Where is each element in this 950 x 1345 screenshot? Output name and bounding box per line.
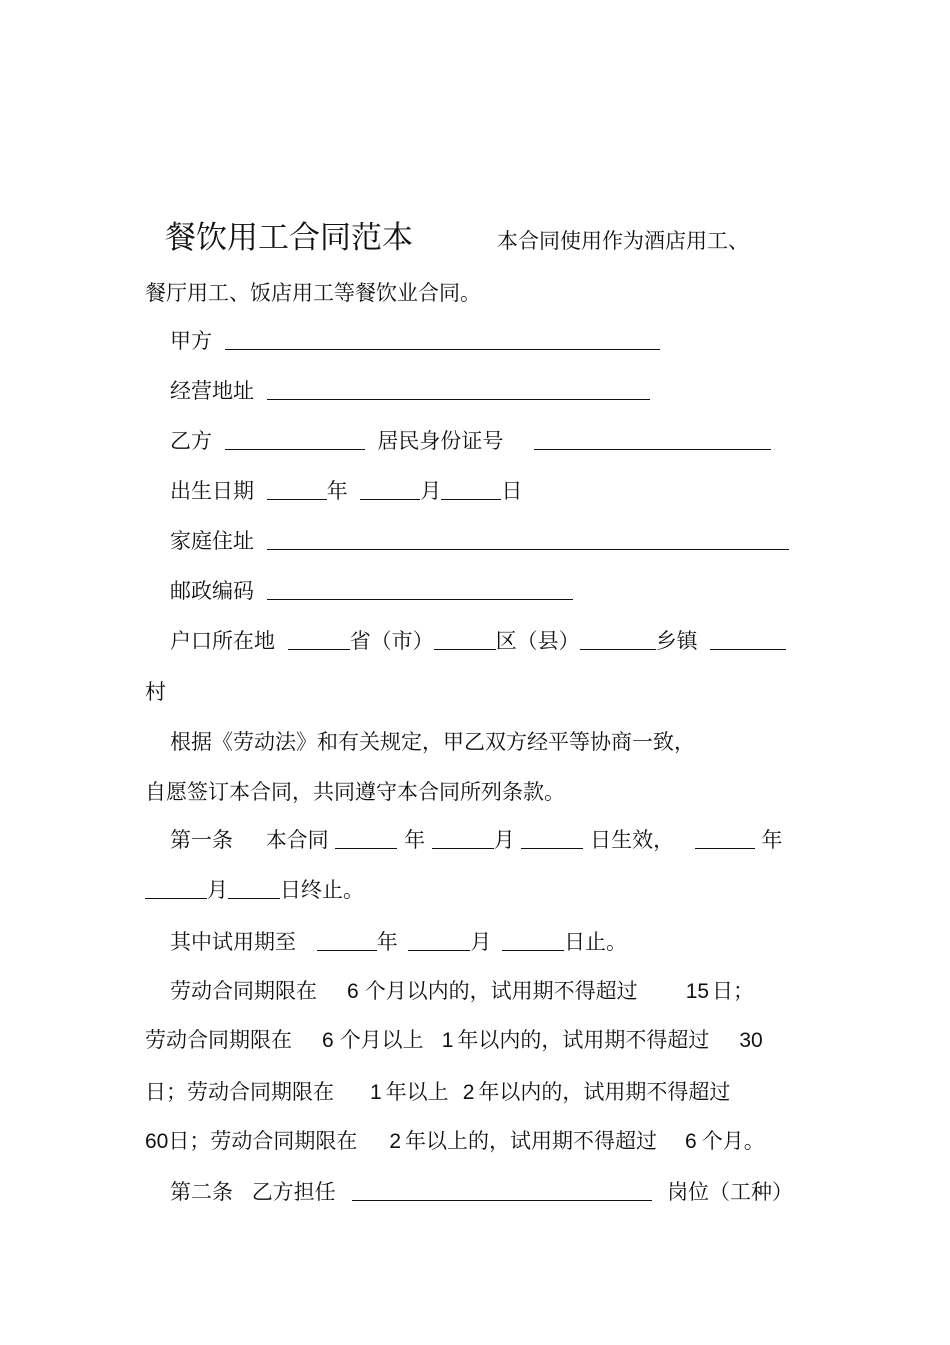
- rule-text-p6: 年以内的，试用期不得超过: [457, 1028, 710, 1052]
- article2-heading: 第二条: [170, 1180, 233, 1204]
- rule-text-p3: 日；: [712, 979, 755, 1003]
- probation-year-blank[interactable]: [317, 930, 377, 951]
- address-row: [170, 377, 650, 405]
- rule-sixty: 60: [145, 1130, 169, 1153]
- rule-text-p2: 个月以内的，试用期不得超过: [364, 979, 638, 1003]
- intro-text-a: 本合同使用作为酒店用工、: [497, 229, 749, 253]
- rule-fifteen: 15: [685, 980, 710, 1003]
- home-address-row: [170, 527, 789, 555]
- village-label: 村: [145, 680, 166, 704]
- document-title: 餐饮用工合同范本: [165, 220, 413, 256]
- rule-text-p1: 劳动合同期限在: [170, 979, 317, 1003]
- rule-thirty: 30: [739, 1029, 763, 1052]
- postal-code-row: [170, 577, 573, 605]
- rule-text-p11: 年以上的，试用期不得超过: [405, 1129, 658, 1153]
- birth-month-blank[interactable]: [360, 479, 420, 500]
- start-year-blank[interactable]: [335, 828, 397, 849]
- intro-line-2: [145, 279, 481, 307]
- probation-rule-line-1: [170, 977, 754, 1006]
- birth-month-label: 月: [420, 479, 442, 503]
- household-township-blank[interactable]: [580, 629, 656, 650]
- household-village-blank[interactable]: [710, 629, 786, 650]
- rule-text-p10: 日；劳动合同期限在: [168, 1129, 358, 1153]
- start-month-label: 月: [493, 828, 515, 852]
- address-blank[interactable]: [267, 379, 650, 400]
- birth-date-label: 出生日期: [170, 479, 254, 503]
- party-a-label: 甲方: [170, 329, 212, 353]
- address-label: 经营地址: [170, 379, 254, 403]
- party-a-blank[interactable]: [225, 329, 660, 350]
- party-a-row: [170, 327, 660, 355]
- rule-text-p7: 日；劳动合同期限在: [145, 1080, 334, 1104]
- probation-label: 其中试用期至: [170, 930, 296, 954]
- id-number-label: 居民身份证号: [377, 429, 504, 453]
- start-year-label: 年: [404, 828, 426, 852]
- intro-text-b: 餐厅用工、饭店用工等餐饮业合同。: [145, 281, 481, 305]
- home-address-blank[interactable]: [267, 529, 789, 550]
- rule-six-b: 6: [322, 1029, 334, 1052]
- rule-text-p4: 劳动合同期限在: [145, 1028, 292, 1052]
- birth-day-blank[interactable]: [441, 479, 501, 500]
- district-label: 区（县）: [495, 629, 580, 653]
- rule-two-b: 2: [389, 1130, 402, 1153]
- party-b-row: [170, 427, 771, 455]
- article2-row: [170, 1178, 793, 1206]
- article1-heading: 第一条: [170, 828, 233, 852]
- birth-year-label: 年: [326, 479, 348, 503]
- probation-row: [170, 928, 627, 956]
- rule-text-p9: 年以内的，试用期不得超过: [478, 1080, 731, 1104]
- basis-line-2: [145, 778, 565, 806]
- start-day-blank[interactable]: [521, 828, 583, 849]
- household-label: 户口所在地: [170, 629, 275, 653]
- rule-text-p5: 个月以上: [339, 1028, 424, 1052]
- party-b-blank[interactable]: [225, 429, 365, 450]
- end-month-blank[interactable]: [145, 878, 207, 899]
- probation-month-label: 月: [470, 930, 492, 954]
- basis-text-b: 自愿签订本合同，共同遵守本合同所列条款。: [145, 780, 565, 804]
- household-province-blank[interactable]: [288, 629, 350, 650]
- article2-text-a: 乙方担任: [251, 1180, 336, 1204]
- intro-line-1: [497, 227, 749, 255]
- rule-text-p12: 个月。: [701, 1129, 765, 1153]
- village-row: [145, 678, 166, 706]
- start-month-blank[interactable]: [432, 828, 494, 849]
- probation-year-label: 年: [376, 930, 398, 954]
- article1-row-1: [170, 826, 783, 854]
- end-year-blank[interactable]: [695, 828, 755, 849]
- end-day-blank[interactable]: [228, 878, 280, 899]
- probation-rule-line-3: [145, 1078, 730, 1107]
- probation-rule-line-4: [145, 1127, 765, 1156]
- birth-day-label: 日: [501, 479, 523, 503]
- end-month-label: 月: [207, 878, 228, 902]
- basis-line-1: [170, 728, 695, 756]
- article2-text-b: 岗位（工种）: [667, 1180, 794, 1204]
- household-district-blank[interactable]: [434, 629, 496, 650]
- rule-six-a: 6: [347, 980, 359, 1003]
- province-label: 省（市）: [349, 629, 434, 653]
- rule-one-b: 1: [370, 1081, 382, 1104]
- probation-end-label: 日止。: [564, 930, 628, 954]
- effective-label: 日生效，: [590, 828, 675, 852]
- basis-text-a: 根据《劳动法》和有关规定，甲乙双方经平等协商一致，: [170, 730, 695, 754]
- id-number-blank[interactable]: [534, 429, 771, 450]
- home-address-label: 家庭住址: [170, 529, 254, 553]
- end-year-label: 年: [761, 828, 783, 852]
- terminate-label: 日终止。: [280, 878, 364, 902]
- article1-row-2: [145, 876, 364, 904]
- rule-two-a: 2: [462, 1081, 475, 1104]
- probation-day-blank[interactable]: [502, 930, 564, 951]
- position-blank[interactable]: [352, 1180, 652, 1201]
- rule-six-c: 6: [685, 1130, 697, 1153]
- rule-text-p8: 年以上: [385, 1080, 449, 1104]
- postal-code-label: 邮政编码: [170, 579, 254, 603]
- birth-year-blank[interactable]: [267, 479, 327, 500]
- party-b-label: 乙方: [170, 429, 212, 453]
- birth-date-row: [170, 477, 522, 505]
- postal-code-blank[interactable]: [267, 579, 573, 600]
- article1-text-a: 本合同: [265, 828, 329, 852]
- title-line: [165, 218, 413, 258]
- probation-rule-line-2: [145, 1026, 763, 1055]
- probation-month-blank[interactable]: [408, 930, 470, 951]
- household-row: [170, 627, 786, 655]
- rule-one-a: 1: [441, 1029, 454, 1052]
- township-label: 乡镇: [655, 629, 698, 653]
